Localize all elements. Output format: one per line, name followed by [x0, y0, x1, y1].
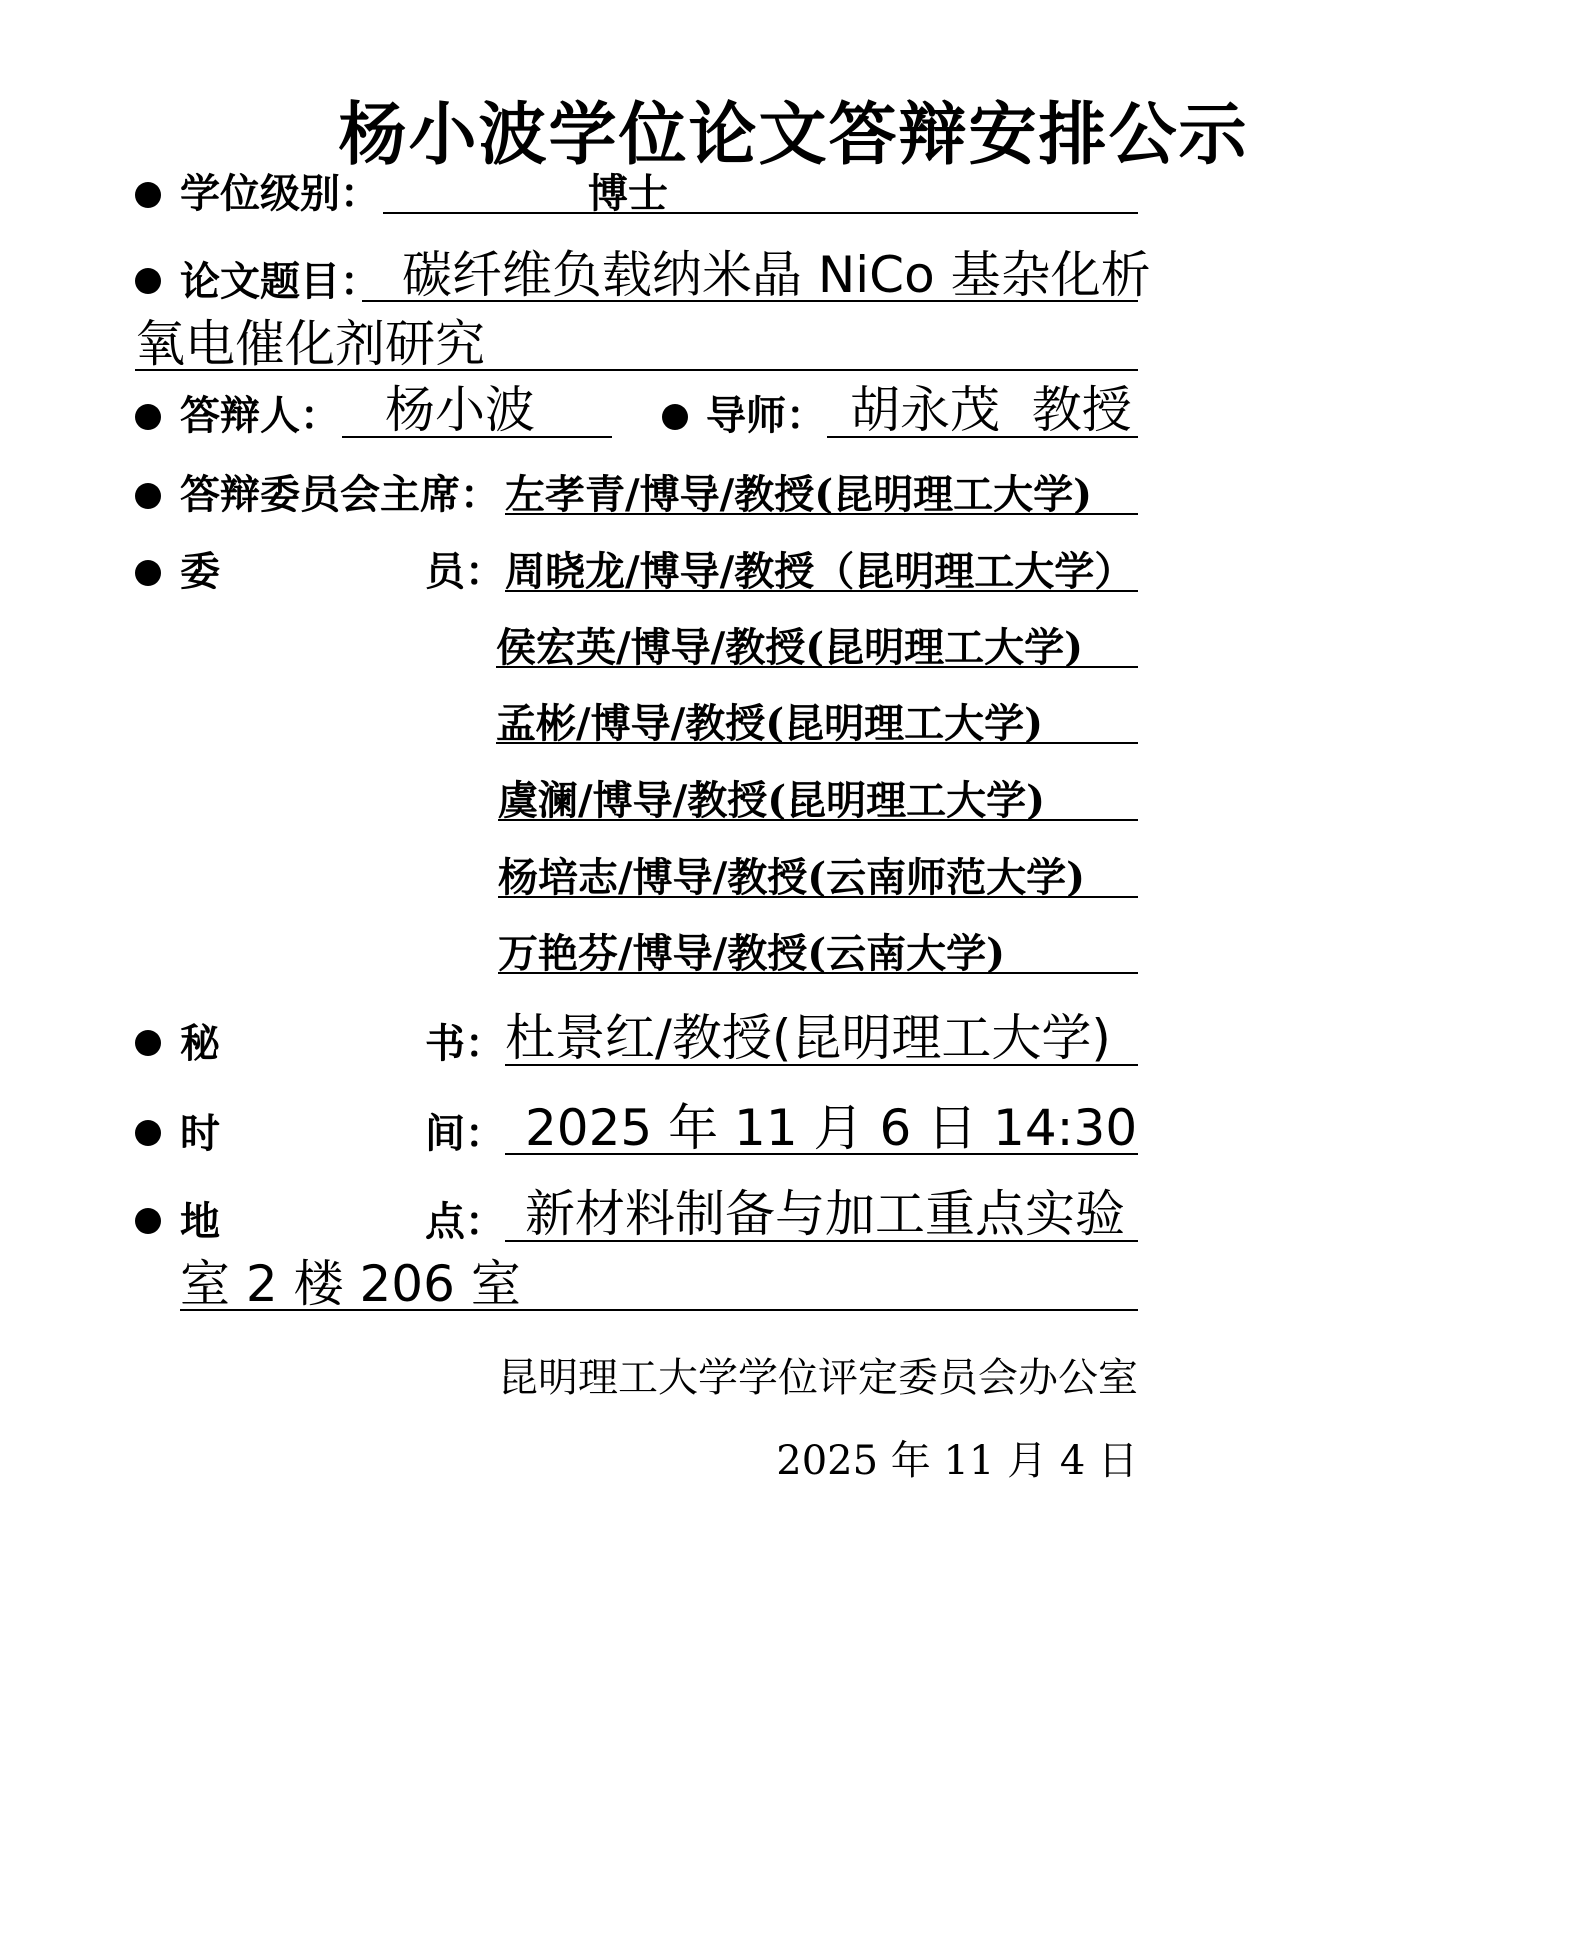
advisor-name: 胡永茂 教授	[850, 381, 1132, 439]
advisor-label: 导师：	[706, 393, 826, 439]
thesis-label: 论文题目：	[180, 259, 380, 305]
member-item: 虞澜/博导/教授(昆明理工大学)	[498, 777, 1046, 824]
members-label-left: 委	[180, 549, 220, 595]
members-label-right: 员：	[425, 549, 505, 595]
bullet-icon	[135, 560, 161, 586]
thesis-title-line1: 碳纤维负载纳米晶 NiCo 基杂化析	[402, 246, 1151, 304]
member-item: 杨培志/博导/教授(云南师范大学)	[498, 854, 1086, 901]
bullet-icon	[662, 404, 688, 430]
bullet-icon	[135, 1030, 161, 1056]
bullet-icon	[135, 1120, 161, 1146]
location-label-left: 地	[180, 1199, 220, 1245]
secretary-label-left: 秘	[180, 1021, 220, 1067]
page-title: 杨小波学位论文答辩安排公示	[338, 96, 1249, 175]
location-line2: 室 2 楼 206 室	[180, 1255, 521, 1313]
time-value: 2025 年 11 月 6 日 14:30	[525, 1099, 1138, 1157]
bullet-icon	[135, 404, 161, 430]
bullet-icon	[135, 483, 161, 509]
thesis-title-line2: 氧电催化剂研究	[135, 315, 485, 373]
member-item: 周晓龙/博导/教授（昆明理工大学）	[505, 548, 1135, 595]
defender-label: 答辩人：	[180, 393, 340, 439]
bullet-icon	[135, 268, 161, 294]
degree-label: 学位级别：	[180, 171, 380, 217]
member-item: 万艳芬/博导/教授(云南大学)	[498, 930, 1006, 977]
degree-value: 博士	[588, 171, 668, 217]
secretary-label-right: 书：	[425, 1021, 505, 1067]
chair-value: 左孝青/博导/教授(昆明理工大学)	[505, 471, 1093, 518]
defender-name: 杨小波	[385, 381, 535, 439]
member-item: 孟彬/博导/教授(昆明理工大学)	[496, 700, 1044, 747]
location-label-right: 点：	[425, 1199, 505, 1245]
secretary-value: 杜景红/教授(昆明理工大学)	[505, 1009, 1111, 1067]
chair-label: 答辩委员会主席：	[180, 472, 500, 518]
bullet-icon	[135, 182, 161, 208]
member-item: 侯宏英/博导/教授(昆明理工大学)	[496, 624, 1084, 671]
degree-underline	[383, 212, 1138, 214]
issue-date: 2025 年 11 月 4 日	[776, 1438, 1138, 1484]
time-label-right: 间：	[425, 1111, 505, 1157]
location-line1: 新材料制备与加工重点实验	[525, 1185, 1125, 1243]
time-label-left: 时	[180, 1111, 220, 1157]
issuing-office: 昆明理工大学学位评定委员会办公室	[498, 1355, 1138, 1401]
bullet-icon	[135, 1208, 161, 1234]
